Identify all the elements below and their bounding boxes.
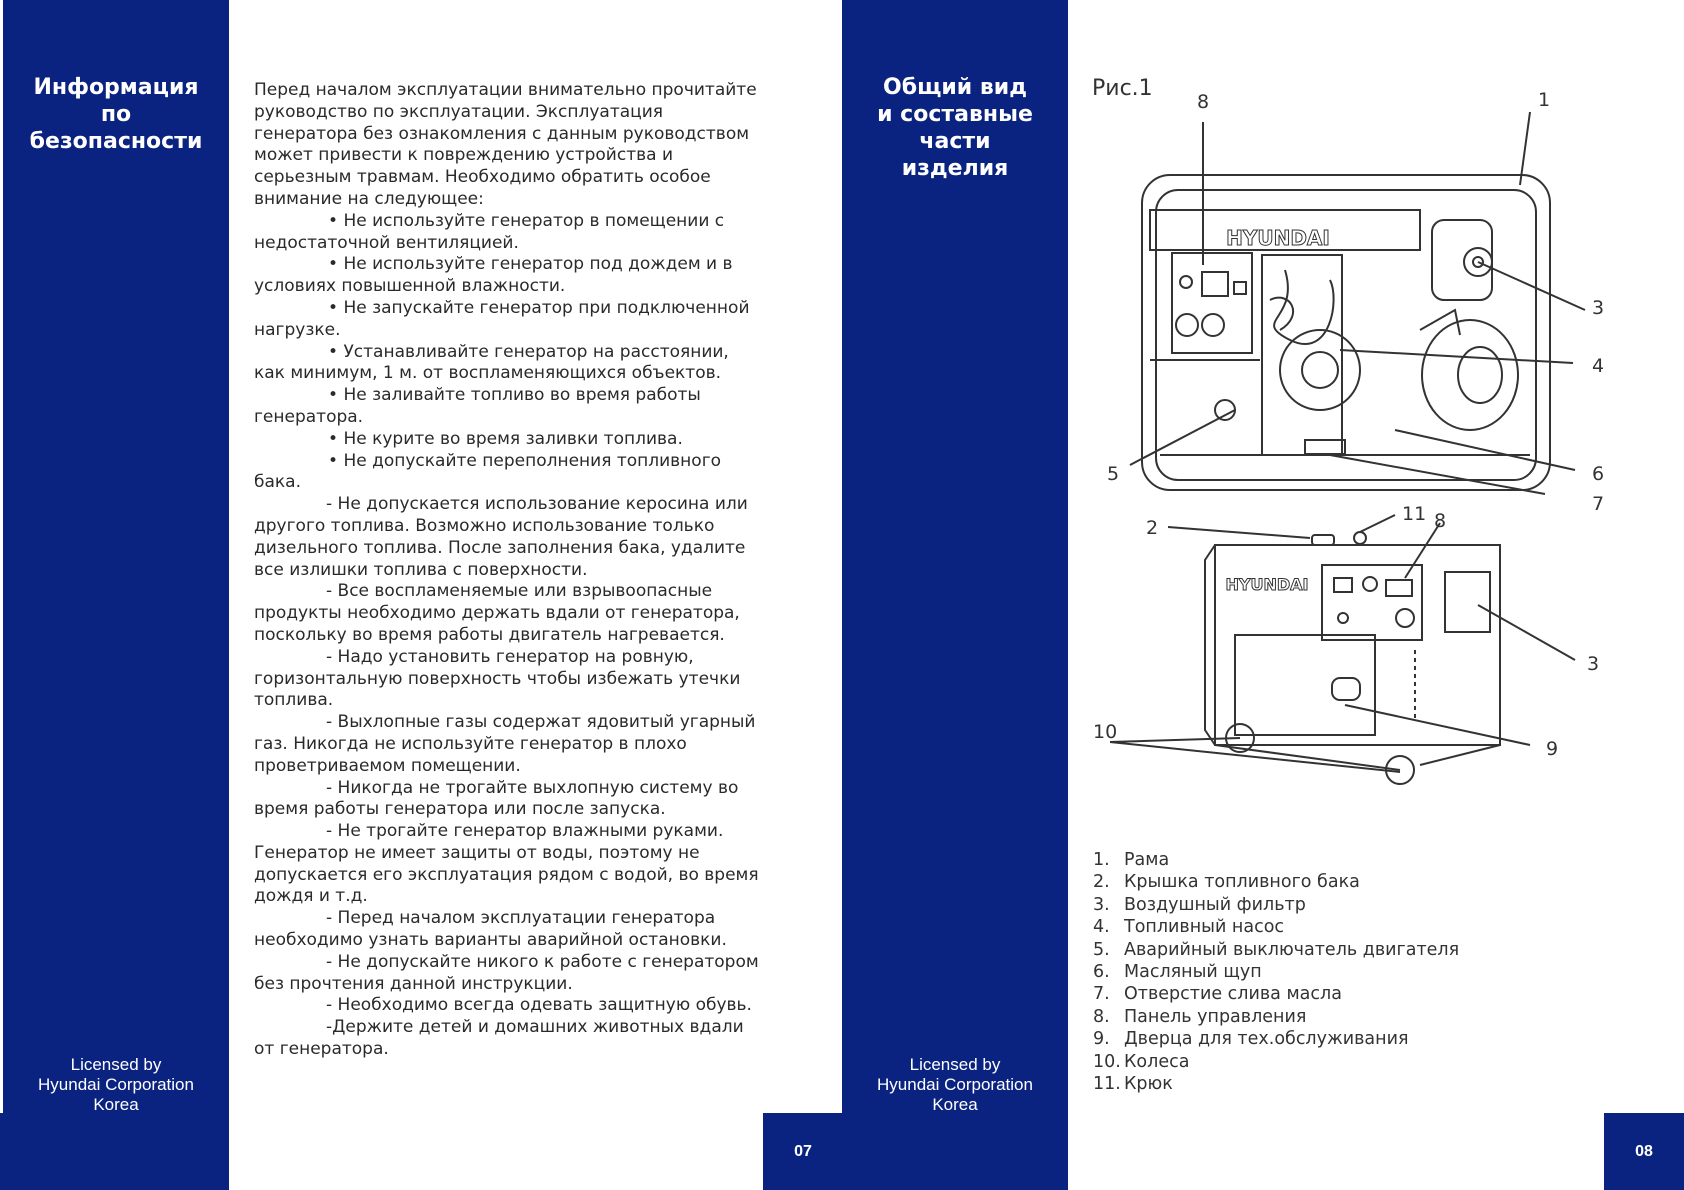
callout-11: 11 bbox=[1402, 503, 1427, 525]
safety-bullet: • Не заливайте топливо во время работы генератора. bbox=[254, 385, 764, 429]
service-door bbox=[1235, 635, 1375, 735]
callout-1: 1 bbox=[1538, 89, 1551, 111]
base-rail bbox=[1215, 745, 1400, 770]
part-item bbox=[1093, 983, 1459, 1005]
part-number: 5. bbox=[1093, 939, 1110, 960]
part-number: 3. bbox=[1093, 894, 1110, 915]
oil-drain bbox=[1305, 440, 1345, 454]
part-item bbox=[1093, 1073, 1459, 1095]
left-sidebar bbox=[3, 0, 229, 1190]
part-name: Масляный щуп bbox=[1124, 962, 1262, 983]
emergency-switch bbox=[1215, 400, 1235, 420]
side-vent bbox=[1445, 572, 1490, 632]
leader-line-3-bottom bbox=[1478, 605, 1575, 660]
fuel-cap bbox=[1312, 535, 1334, 545]
base-rail bbox=[1420, 745, 1500, 765]
panel-meter bbox=[1202, 272, 1228, 296]
callout-3: 3 bbox=[1592, 297, 1605, 319]
part-number: 1. bbox=[1093, 850, 1110, 870]
right-title-line: изделия bbox=[901, 156, 1009, 181]
part-name: Топливный насос bbox=[1124, 917, 1285, 938]
left-license-text bbox=[3, 1055, 229, 1115]
right-title-line: части bbox=[919, 129, 991, 154]
part-item bbox=[1093, 961, 1459, 983]
right-sidebar bbox=[842, 0, 1068, 1190]
part-name: Рама bbox=[1124, 850, 1170, 870]
open-frame-generator-drawing bbox=[1130, 112, 1585, 494]
part-name: Дверца для тех.обслуживания bbox=[1124, 1029, 1409, 1050]
generator-figure bbox=[1060, 80, 1640, 800]
part-number: 8. bbox=[1093, 1006, 1110, 1027]
leader-line-1 bbox=[1520, 112, 1530, 185]
license-line: Licensed by bbox=[70, 1055, 162, 1074]
panel-switch bbox=[1234, 282, 1246, 294]
lifting-hook bbox=[1354, 532, 1366, 544]
brand-logo-bottom: HYUNDAI bbox=[1225, 575, 1309, 594]
left-title-line: Информация bbox=[33, 75, 199, 100]
license-line: Korea bbox=[932, 1095, 978, 1114]
leader-line-10 bbox=[1110, 738, 1240, 742]
callout-6: 6 bbox=[1592, 463, 1605, 485]
leader-line-7 bbox=[1330, 455, 1545, 494]
door-handle bbox=[1332, 678, 1360, 700]
callout-7: 7 bbox=[1592, 493, 1605, 515]
safety-rule: - Все воспламеняемые или взрывоопасные продукты необходимо держать вдали от генератора, поскольку во время работы двигатель нагревается. bbox=[254, 581, 740, 645]
leader-line-10 bbox=[1110, 742, 1400, 772]
part-name: Колеса bbox=[1124, 1051, 1190, 1072]
panel-button bbox=[1363, 577, 1377, 591]
right-title-line: и составные bbox=[877, 102, 1033, 127]
safety-rule: - Никогда не трогайте выхлопную систему во время работы генератора или после запуска. bbox=[254, 777, 739, 820]
safety-rule: - Не допускается использование керосина или другого топлива. Возможно использование только дизельного топлива. После заполнения бака, удалите все излишки топлива с поверхности. bbox=[254, 494, 748, 580]
safety-intro: Перед началом эксплуатации внимательно прочитайте руководство по эксплуатации. Эксплуатация генератора без ознакомления с данным руководством может привести к повреждению устройства и серьезным травмам. Необходимо обратить особое внимание на следующее: bbox=[254, 80, 757, 209]
panel-switch bbox=[1338, 613, 1348, 623]
safety-bullet: • Устанавливайте генератор на расстоянии, как минимум, 1 м. от воспламеняющихся объектов. bbox=[254, 342, 764, 386]
panel-display bbox=[1386, 580, 1412, 596]
callout-2: 2 bbox=[1146, 517, 1159, 539]
safety-bullet: • Не допускайте переполнения топливного бака. bbox=[254, 451, 764, 495]
panel-socket bbox=[1396, 609, 1414, 627]
license-line: Korea bbox=[93, 1095, 139, 1114]
leader-line-2 bbox=[1168, 527, 1310, 538]
safety-bullet: • Не используйте генератор под дождем и в условиях повышенной влажности. bbox=[254, 254, 764, 298]
part-number: 7. bbox=[1093, 984, 1110, 1005]
left-title-line: по bbox=[100, 102, 132, 127]
page-number-left: 07 bbox=[763, 1113, 843, 1190]
part-number: 2. bbox=[1093, 872, 1110, 893]
license-line: Hyundai Corporation bbox=[38, 1075, 194, 1094]
brand-logo-top: HYUNDAI bbox=[1226, 226, 1330, 250]
part-item bbox=[1093, 1028, 1459, 1050]
license-line: Hyundai Corporation bbox=[877, 1075, 1033, 1094]
part-item bbox=[1093, 1006, 1459, 1028]
part-item bbox=[1093, 1051, 1459, 1073]
callout-8: 8 bbox=[1197, 91, 1210, 113]
panel-meter bbox=[1334, 578, 1352, 592]
left-title-line: безопасности bbox=[29, 129, 203, 154]
engine-cover bbox=[1422, 320, 1518, 430]
parts-list bbox=[1093, 849, 1459, 1095]
canopy-left-edge bbox=[1205, 545, 1215, 745]
callout-3-bottom: 3 bbox=[1587, 653, 1600, 675]
part-name: Крышка топливного бака bbox=[1124, 872, 1360, 893]
leader-line-11 bbox=[1360, 515, 1395, 532]
engine-hub bbox=[1302, 352, 1338, 388]
enclosed-generator-drawing bbox=[1110, 515, 1575, 784]
right-title-line: Общий вид bbox=[883, 75, 1027, 100]
panel-button bbox=[1180, 276, 1192, 288]
page-number-right: 08 bbox=[1604, 1113, 1684, 1190]
license-line: Licensed by bbox=[909, 1055, 1001, 1074]
engine-cover-center bbox=[1458, 347, 1502, 403]
part-name: Панель управления bbox=[1124, 1006, 1307, 1027]
safety-rule: - Надо установить генератор на ровную, горизонтальную поверхность чтобы избежать утечки топлива. bbox=[254, 646, 741, 711]
part-item bbox=[1093, 849, 1459, 871]
safety-rule: -Держите детей и домашних животных вдали от генератора. bbox=[254, 1017, 744, 1060]
left-corner-strip bbox=[0, 1113, 3, 1190]
panel-socket bbox=[1176, 314, 1198, 336]
part-number: 11. bbox=[1093, 1074, 1121, 1095]
leader-line-9 bbox=[1345, 705, 1530, 745]
part-number: 4. bbox=[1093, 917, 1110, 938]
part-name: Крюк bbox=[1124, 1074, 1173, 1095]
control-panel bbox=[1172, 253, 1252, 353]
callout-10: 10 bbox=[1093, 721, 1118, 743]
leader-line-6 bbox=[1395, 430, 1575, 470]
part-number: 9. bbox=[1093, 1029, 1110, 1050]
leader-line-3 bbox=[1478, 262, 1585, 310]
right-section-title bbox=[842, 74, 1068, 182]
callout-5: 5 bbox=[1107, 463, 1120, 485]
callout-9: 9 bbox=[1546, 738, 1559, 760]
safety-instructions bbox=[254, 80, 764, 1061]
leader-line-5 bbox=[1130, 410, 1235, 465]
part-item bbox=[1093, 916, 1459, 938]
part-number: 6. bbox=[1093, 962, 1110, 983]
safety-rule: - Не трогайте генератор влажными руками. Генератор не имеет защиты от воды, поэтому не допускается его эксплуатация рядом с водой, во время дождя и т.д. bbox=[254, 821, 759, 907]
part-name: Аварийный выключатель двигателя bbox=[1124, 939, 1460, 960]
safety-bullet: • Не курите во время заливки топлива. bbox=[254, 429, 764, 451]
safety-rule: - Перед началом эксплуатации генератора необходимо узнать варианты аварийной остановки. bbox=[254, 908, 727, 951]
safety-bullet: • Не запускайте генератор при подключенной нагрузке. bbox=[254, 298, 764, 342]
panel-socket bbox=[1202, 314, 1224, 336]
part-number: 10. bbox=[1093, 1051, 1121, 1072]
part-item bbox=[1093, 939, 1459, 961]
right-license-text bbox=[842, 1055, 1068, 1115]
part-item bbox=[1093, 894, 1459, 916]
part-name: Воздушный фильтр bbox=[1124, 894, 1306, 915]
safety-rule: - Не допускайте никого к работе с генератором без прочтения данной инструкции. bbox=[254, 951, 759, 994]
callout-4: 4 bbox=[1592, 355, 1605, 377]
part-item bbox=[1093, 871, 1459, 893]
left-section-title bbox=[3, 74, 229, 155]
leader-line-4 bbox=[1340, 350, 1573, 363]
safety-rule: - Выхлопные газы содержат ядовитый угарный газ. Никогда не используйте генератор в плохо проветриваемом помещении. bbox=[254, 712, 756, 776]
safety-bullet: • Не используйте генератор в помещении с недостаточной вентиляцией. bbox=[254, 211, 764, 255]
callout-8-bottom: 8 bbox=[1434, 510, 1447, 532]
safety-rule: - Необходимо всегда одевать защитную обувь. bbox=[326, 995, 752, 1016]
part-name: Отверстие слива масла bbox=[1124, 984, 1342, 1005]
figure-label: Рис.1 bbox=[1092, 76, 1153, 101]
